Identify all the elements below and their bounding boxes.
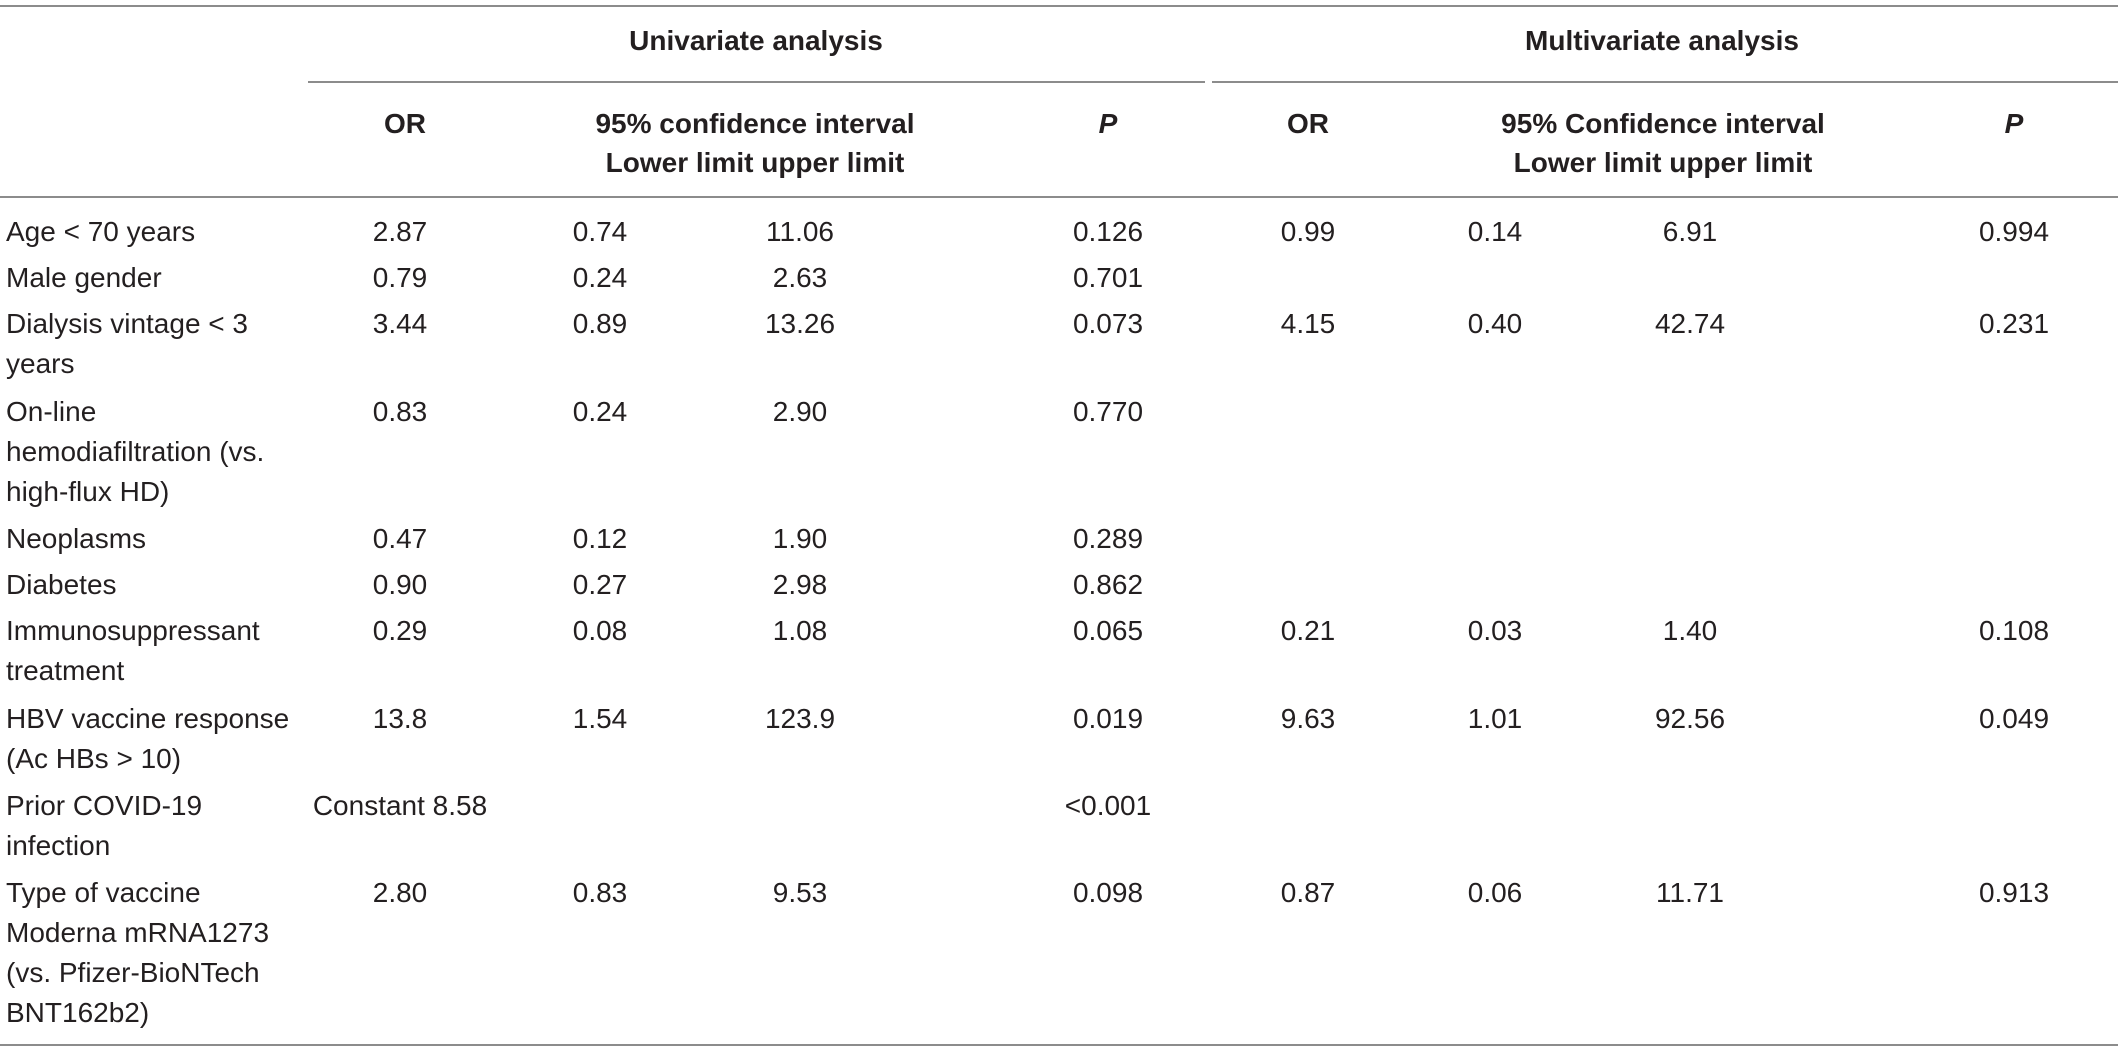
multi-or-cell: 0.87 xyxy=(1280,877,1336,908)
uni-p-cell: <0.001 xyxy=(1064,790,1152,821)
multi-p-cell: 0.994 xyxy=(1978,216,2050,247)
multi-ci-upper-cell: 1.40 xyxy=(1662,615,1718,646)
uni-ci-upper-cell: 123.9 xyxy=(764,703,836,734)
uni-p-cell: 0.126 xyxy=(1072,216,1144,247)
row-label: Male gender xyxy=(6,262,162,293)
uni-ci-upper-cell: 1.90 xyxy=(772,523,828,554)
multi-ci-upper-cell: 42.74 xyxy=(1654,308,1726,339)
multi-ci-lower-cell: 0.40 xyxy=(1467,308,1523,339)
uni-or-cell: 13.8 xyxy=(372,703,428,734)
row-label: Dialysis vintage < 3 years xyxy=(6,308,249,379)
uni-p-cell: 0.862 xyxy=(1072,569,1144,600)
multi-or-header: OR xyxy=(1287,108,1329,139)
uni-ci-upper-cell: 11.06 xyxy=(766,216,834,247)
multi-p-cell: 0.108 xyxy=(1978,615,2050,646)
row-label: Prior COVID-19 infection xyxy=(6,790,203,861)
univariate-group-rule xyxy=(308,81,1205,83)
uni-ci-lower-cell: 0.24 xyxy=(572,262,628,293)
multi-ci-upper-cell: 11.71 xyxy=(1656,877,1724,908)
uni-p-cell: 0.701 xyxy=(1072,262,1144,293)
multi-ci-lower-cell: 0.03 xyxy=(1467,615,1523,646)
uni-ci-lower-cell: 0.83 xyxy=(572,877,628,908)
uni-p-cell: 0.289 xyxy=(1072,523,1144,554)
multi-or-cell: 4.15 xyxy=(1280,308,1336,339)
uni-ci-lower-cell: 1.54 xyxy=(572,703,628,734)
uni-ci-upper-cell: 9.53 xyxy=(772,877,828,908)
uni-or-cell: 0.79 xyxy=(372,262,428,293)
uni-or-cell: 0.47 xyxy=(372,523,428,554)
univariate-title: Univariate analysis xyxy=(629,25,883,56)
row-label: Immunosuppressant treatment xyxy=(6,615,260,686)
multi-or-cell: 9.63 xyxy=(1280,703,1336,734)
row-label: Neoplasms xyxy=(6,523,147,554)
uni-ci-lower-cell: 0.24 xyxy=(572,396,628,427)
uni-p-cell: 0.019 xyxy=(1072,703,1144,734)
uni-p-header: P xyxy=(1098,108,1118,139)
uni-ci-lower-cell: 0.89 xyxy=(572,308,628,339)
uni-ci-upper-cell: 2.90 xyxy=(772,396,828,427)
multi-or-cell: 0.21 xyxy=(1280,615,1336,646)
multivariate-group-rule xyxy=(1212,81,2118,83)
multi-ci-header-line1: 95% Confidence interval xyxy=(1501,108,1825,139)
uni-or-cell: 0.83 xyxy=(372,396,428,427)
uni-ci-lower-cell: 0.12 xyxy=(572,523,628,554)
multi-p-cell: 0.231 xyxy=(1978,308,2050,339)
uni-ci-lower-cell: 0.27 xyxy=(572,569,628,600)
multi-ci-upper-cell: 92.56 xyxy=(1654,703,1726,734)
multi-p-cell: 0.049 xyxy=(1978,703,2050,734)
uni-ci-upper-cell: 2.63 xyxy=(772,262,828,293)
uni-ci-lower-cell: 0.74 xyxy=(572,216,628,247)
uni-ci-upper-cell: 13.26 xyxy=(764,308,836,339)
uni-or-cell: Constant 8.58 xyxy=(312,790,488,821)
row-label: Type of vaccine Moderna mRNA1273 (vs. Pfizer-BioNTech BNT162b2) xyxy=(6,877,270,1028)
uni-ci-lower-cell: 0.08 xyxy=(572,615,628,646)
multi-ci-lower-cell: 1.01 xyxy=(1467,703,1523,734)
row-label: HBV vaccine response (Ac HBs > 10) xyxy=(6,703,290,774)
uni-or-cell: 0.29 xyxy=(372,615,428,646)
uni-ci-upper-cell: 2.98 xyxy=(772,569,828,600)
row-label: On-line hemodiafiltration (vs. high-flux HD) xyxy=(6,396,265,507)
multi-ci-lower-cell: 0.14 xyxy=(1467,216,1523,247)
uni-or-cell: 3.44 xyxy=(372,308,428,339)
uni-or-cell: 2.87 xyxy=(372,216,428,247)
uni-p-cell: 0.770 xyxy=(1072,396,1144,427)
uni-p-cell: 0.065 xyxy=(1072,615,1144,646)
multi-or-cell: 0.99 xyxy=(1280,216,1336,247)
row-label: Age < 70 years xyxy=(6,216,196,247)
uni-ci-header-line2: Lower limit upper limit xyxy=(605,147,905,178)
row-label: Diabetes xyxy=(6,569,117,600)
table-bottom-rule xyxy=(0,1044,2118,1046)
multi-ci-upper-cell: 6.91 xyxy=(1662,216,1718,247)
multi-ci-header-line2: Lower limit upper limit xyxy=(1513,147,1813,178)
uni-p-cell: 0.098 xyxy=(1072,877,1144,908)
table-top-rule xyxy=(0,5,2118,7)
multivariate-title: Multivariate analysis xyxy=(1525,25,1799,56)
uni-ci-upper-cell: 1.08 xyxy=(772,615,828,646)
multi-p-cell: 0.913 xyxy=(1978,877,2050,908)
multi-ci-lower-cell: 0.06 xyxy=(1467,877,1523,908)
uni-ci-header-line1: 95% confidence interval xyxy=(595,108,915,139)
uni-or-cell: 0.90 xyxy=(372,569,428,600)
uni-or-header: OR xyxy=(384,108,426,139)
uni-p-cell: 0.073 xyxy=(1072,308,1144,339)
uni-or-cell: 2.80 xyxy=(372,877,428,908)
multi-p-header: P xyxy=(2004,108,2024,139)
header-bottom-rule xyxy=(0,196,2118,198)
